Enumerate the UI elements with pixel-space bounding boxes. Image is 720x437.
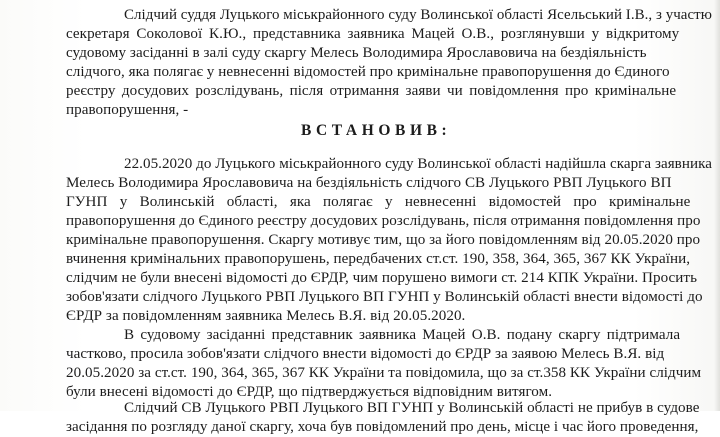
paragraph2-line-4: були внесені відомості до ЄРДР, що підтверджується відповідним витягом. bbox=[66, 384, 553, 400]
paragraph1-line-5: кримінальне правопорушення. Скаргу мотивує тим, що за його повідомленням від 20.05.2020 про bbox=[66, 232, 701, 248]
intro-line-3: судовому засіданні в залі суду скаргу Мелесь Володимира Ярославовича на бездіяльність bbox=[66, 45, 647, 61]
intro-line-6: правопорушення, - bbox=[66, 102, 189, 118]
paragraph3-line-1: Слідчий СВ Луцького РВП Луцького ВП ГУНП у Волинській області не прибув в судове bbox=[124, 400, 700, 416]
intro-line-1: Слідчий суддя Луцького міськрайонного суду Волинської області Ясельський І.В., з участю bbox=[124, 7, 712, 23]
paragraph1-line-6: вчинення кримінальних правопорушень, передбачених ст.ст. 190, 358, 364, 365, 367 КК України, bbox=[66, 251, 691, 267]
paragraph3-line-2: засідання по розгляду даної скаргу, хоча був повідомлений про день, місце і час його проведення, bbox=[66, 419, 699, 435]
paragraph1-line-2: Мелесь Володимира Ярославовича на бездіяльність слідчого СВ Луцького РВП Луцького ВП bbox=[66, 175, 672, 191]
paragraph1-line-9: ЄРДР за повідомленням заявника Мелесь В.Я. від 20.05.2020. bbox=[66, 308, 466, 324]
intro-line-5: реєстру досудових розслідувань, після отримання заяви чи повідомлення про кримінальне bbox=[66, 83, 677, 99]
section-title: ВСТАНОВИВ: bbox=[301, 122, 452, 139]
paragraph1-line-3: ГУНП у Волинській області, яка полягає у невнесенні відомостей про кримінальне bbox=[66, 194, 691, 210]
paragraph1-line-4: правопорушення до Єдиного реєстру досудових розслідувань, після отримання повідомлення про bbox=[66, 213, 701, 229]
paragraph2-line-3: 20.05.2020 за ст.ст. 190, 364, 365, 367 КК України та повідомила, що за ст.358 КК України слідчим bbox=[66, 365, 702, 381]
paragraph1-line-1: 22.05.2020 до Луцького міськрайонного суду Волинської області надійшла скарга заявника bbox=[124, 156, 712, 172]
intro-line-2: секретаря Соколової К.Ю., представника заявника Мацей О.В., розглянувши у відкритому bbox=[66, 26, 680, 42]
paragraph1-line-8: зобов'язати слідчого Луцького РВП Луцького ВП ГУНП у Волинській області внести відомості до bbox=[66, 289, 703, 305]
paragraph2-line-2: частково, просила зобов'язати слідчого внести відомості до ЄРДР за заявою Мелесь В.Я. від bbox=[66, 346, 665, 362]
faded-stamp-mark bbox=[575, 104, 695, 142]
intro-line-4: слідчого, яка полягає у невнесенні відомостей про кримінальне правопорушення до Єдиного bbox=[66, 64, 670, 80]
paragraph1-line-7: слідчим не були внесені відомості до ЄРДР, чим порушено вимоги ст. 214 КПК України. Просить bbox=[66, 270, 698, 286]
page-edge-shadow bbox=[714, 0, 720, 411]
paragraph2-line-1: В судовому засіданні представник заявника Мацей О.В. подану скаргу підтримала bbox=[124, 327, 681, 343]
